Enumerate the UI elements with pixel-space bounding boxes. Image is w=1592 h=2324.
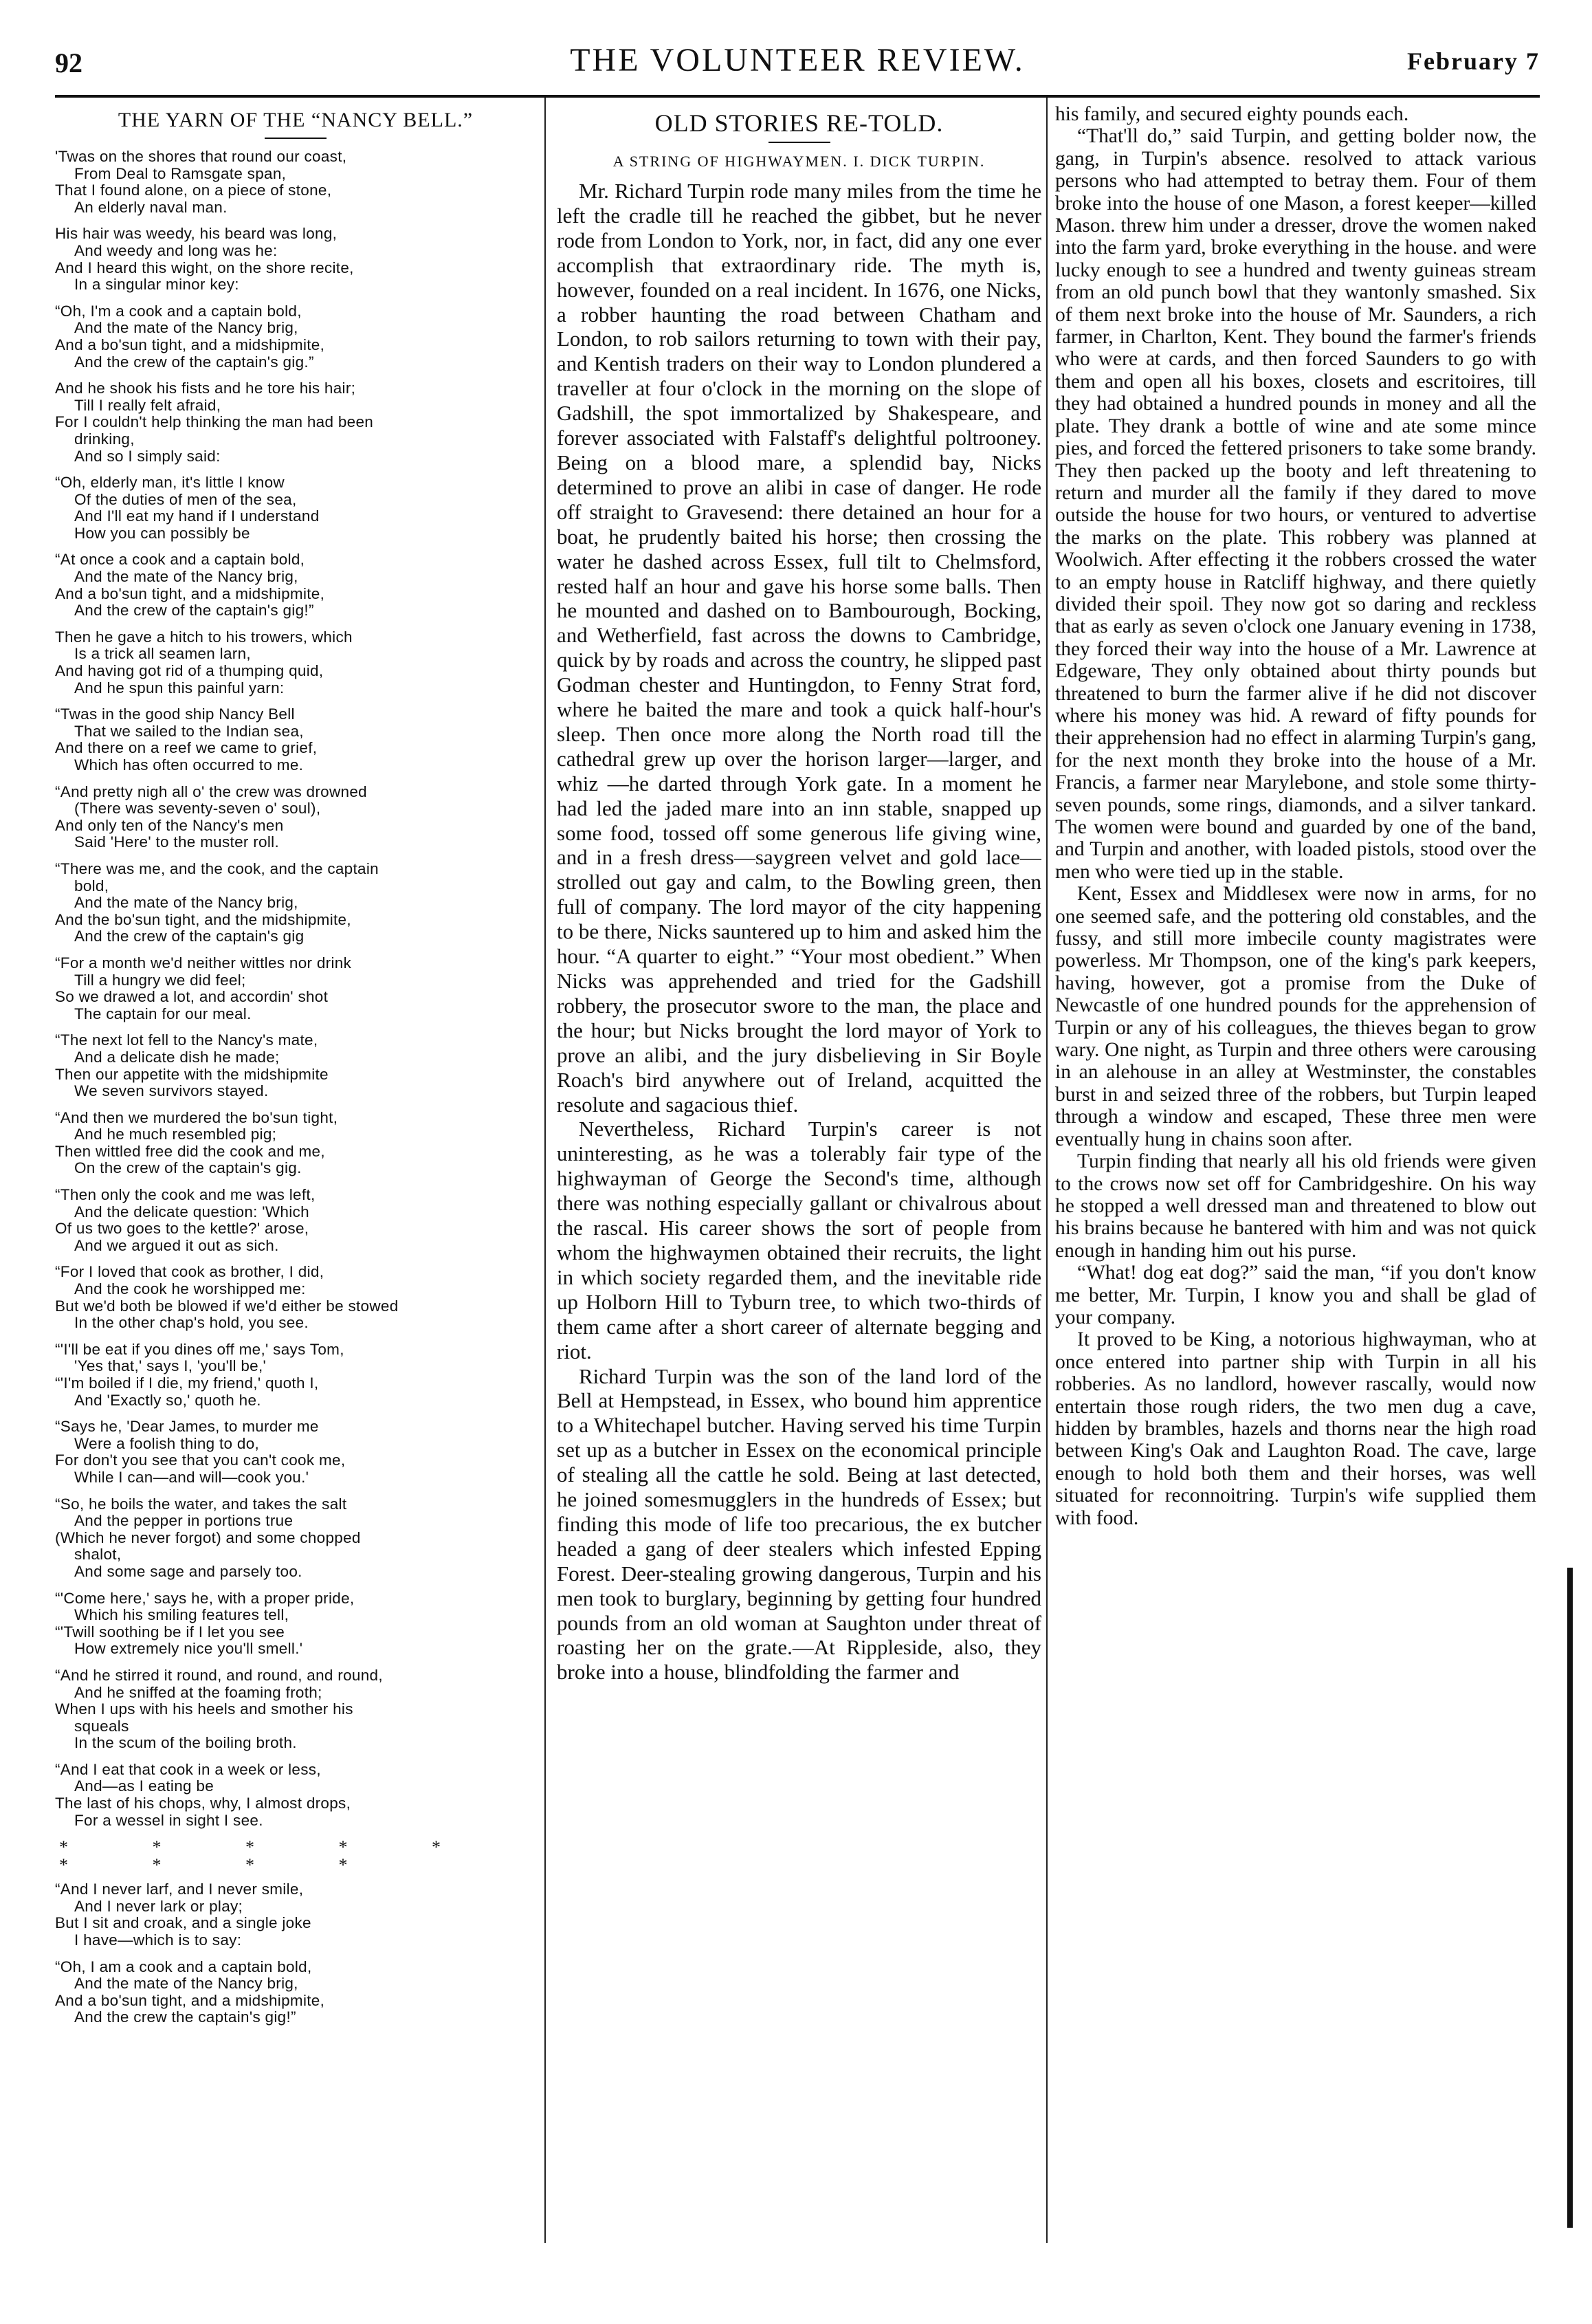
poem-line: And weedy and long was he: [74, 241, 278, 259]
poem-line: That we sailed to the Indian sea, [74, 722, 304, 740]
poem-line: Then wittled free did the cook and me, [55, 1142, 325, 1160]
poem-line: That I found alone, on a piece of stone, [55, 182, 332, 199]
poem-stanza [55, 1590, 536, 1658]
poem-stanza [55, 1264, 536, 1331]
poem-line: And he spun this painful yarn: [74, 679, 285, 697]
poem-line: “Twas in the good ship Nancy Bell [55, 705, 295, 723]
article-paragraph: “What! dog eat dog?” said the man, “if you don't know me better, Mr. Turpin, I know you and shall be glad of your company. [1055, 1262, 1536, 1328]
poem-line: “At once a cook and a captain bold, [55, 551, 305, 569]
poem-stanza [55, 784, 536, 851]
poem-line: shalot, [74, 1546, 122, 1564]
poem-line: drinking, [74, 430, 135, 448]
article-paragraph: Mr. Richard Turpin rode many miles from the time he left the cradle till he reached the gibbet, but he never rode from London to York, nor, in fact, did any one ever accomplish that extraordinary ride. The myth is, however, founded on a real incident. In 1676, one Nicks, a robber haunting the road between Chatham and London, to rob sailors returning to town with their pay, and Kentish traders on their way to London plundered a traveller at four o'clock in the morning on the slope of Gadshill, the spot immortalized by Shakespeare, and forever associated with Falstaff's delightful poltrooney. Being on a blood mare, a splendid bay, Nicks determined to prove an alibi in case of danger. He rode off straight to Gravesend: there detained an hour for a boat, he prudently baited his horse; then crossing the water he dashed across Essex, full tilt to Chelmsford, rested half an hour and gave his horse some balls. Then he mounted and dashed on to Bambourough, Bocking, and Wetherfield, fast across the downs to Cambridge, quick by by roads and across the country, he slipped past Godman chester and Huntingdon, to Fenny Strat ford, where he baited the mare and took a quick half-hour's sleep. Then once more along the North road till the cathedral grew up over the horison larger—larger, and whiz —he darted through York gate. In a moment he had led the jaded mare into an inn stable, snapped up some food, tossed off some generous life giving wine, and in a fresh dress—saygreen velvet and gold lace—strolled out gay and calm, to the Bowling green, then full of company. The lord mayor of the city happening to be there, Nicks sauntered up to him and asked him the hour. “A quarter to eight.” “Your most obedient.” When Nicks was apprehended and tried for the Gadshill robbery, the prosecutor swore to the man, the place and the hour; but Nicks brought the lord mayor of York to prove an alibi, and the jury disbelieving in Sir Boyle Roach's bird anywhere out of Ireland, acquitted the resolute and sagacious thief. [557, 179, 1041, 1117]
poem-line: (There was seventy-seven o' soul), [74, 800, 321, 818]
poem-line: “So, he boils the water, and takes the salt [55, 1495, 347, 1513]
poem-line: “Oh, elderly man, it's little I know [55, 474, 285, 492]
poem-line: “Says he, 'Dear James, to murder me [55, 1418, 319, 1436]
poem-line: And some sage and parsely too. [74, 1562, 302, 1580]
poem-column [55, 103, 536, 2036]
article-paragraph: “That'll do,” said Turpin, and getting bolder now, the gang, in Turpin's absence. resolved to attack various persons who had attempted to betray them. Four of them broke into the house of one Mason, a forest keeper—killed Mason. threw him under a dresser, drove the women naked into the farm yard, broke everything in the house. and were lucky enough to see a hundred and twenty guineas stream from an old punch bowl that they wantonly smashed. Six of them next broke into the house of Mr. Saunders, a rich farmer, in Charlton, Kent. They bound the farmer's friends who were at cards, and then forced Saunders to go with them and open all his boxes, closets and escritoires, till they had obtained a hundred pounds in money and all the plate. They drank a bottle of wine and ate some mince pies, and forced the fettered prisoners to take some brandy. They then packed up the booty and left threatening to return and murder all the family if they dared to move outside the house for two hours, or ventured to advertise the marks on the plate. This robbery was planned at Woolwich. After effecting it the robbers crossed the water to an empty house in Ratcliff highway, and there quietly divided their spoil. They now got so daring and reckless that as early as seven o'clock one January evening in 1738, they forced their way into the house of a Mr. Lawrence at Edgeware, They only obtained about thirty pounds but threatened to burn the farmer alive if he did not discover where his money was hid. A reward of fifty pounds for their apprehension had no effect in alarming Turpin's gang, for the next month they broke into the house of a Mr. Francis, a farmer near Marylebone, and stole some thirty-seven pounds, some rings, diamonds, and a silver tankard. The women were bound and guarded by one of the band, and Turpin and another, with loaded pistols, stood over the men who were tied up in the stable. [1055, 125, 1536, 883]
stanza-break-stars: * * * * * * * * * [59, 1837, 480, 1876]
poem-line: The captain for our meal. [74, 1005, 252, 1022]
poem-line: “And I never larf, and I never smile, [55, 1881, 304, 1898]
poem-line: We seven survivors stayed. [74, 1082, 269, 1100]
poem-line: “'I'll be eat if you dines off me,' says Tom, [55, 1340, 344, 1358]
poem-line: “For I loved that cook as brother, I did, [55, 1263, 324, 1281]
poem-line: For don't you see that you can't cook me, [55, 1451, 346, 1469]
poem-line: “'I'm boiled if I die, my friend,' quoth I, [55, 1374, 319, 1392]
article-paragraph: Nevertheless, Richard Turpin's career is not uninteresting, as he was a tolerably fair type of the highwayman of George the Second's time, although there was nothing especially gallant or chivalrous about the rascal. His career shows the sort of people from whom the highwaymen obtained their recruits, the light in which society regarded them, and the inevitable ride up Holborn Hill to Tyburn tree, to which two-thirds of them came after a short career of alternate begging and riot. [557, 1117, 1041, 1363]
header-rule [55, 95, 1540, 98]
poem-line: And the delicate question: 'Which [74, 1203, 309, 1220]
poem-line: And he shook his fists and he tore his hair; [55, 380, 356, 397]
article-column-1 [557, 103, 1041, 1685]
poem-line: “For a month we'd neither wittles nor drink [55, 954, 352, 972]
poem-stanza [55, 380, 536, 465]
poem-stanza [55, 706, 536, 774]
poem-line: And the crew the captain's gig!” [74, 2008, 296, 2026]
poem-stanza [55, 474, 536, 542]
margin-bar [1567, 1568, 1573, 2228]
article-paragraph: his family, and secured eighty pounds each. [1055, 103, 1409, 125]
article-subtitle: A STRING OF HIGHWAYMEN. I. DICK TURPIN. [612, 153, 986, 170]
poem-line: But we'd both be blowed if we'd either be stowed [55, 1297, 399, 1315]
poem-line: How you can possibly be [74, 524, 250, 542]
poem-line: And the mate of the Nancy brig, [74, 568, 298, 586]
poem-stanza [55, 1762, 536, 1829]
article-paragraph: Turpin finding that nearly all his old friends were given to the crows now set off for Cambridgeshire. On his way he stopped a well dressed man and threatened to blow out his brains because he bantered with him and was not quick enough in handing him out his purse. [1055, 1150, 1536, 1262]
poem-line: 'Twas on the shores that round our coast, [55, 148, 347, 165]
article-column-2 [1055, 103, 1536, 1529]
poem-line: From Deal to Ramsgate span, [74, 164, 287, 182]
poem-line: And the bo'sun tight, and the midshipmite, [55, 910, 351, 928]
poem-stanza [55, 1187, 536, 1254]
column-divider-2 [1046, 98, 1048, 2243]
poem-line: “And I eat that cook in a week or less, [55, 1760, 321, 1778]
poem-line: And 'Exactly so,' quoth he. [74, 1391, 261, 1409]
poem-line: 'Yes that,' says I, 'you'll be,' [74, 1357, 267, 1375]
poem-line: So we drawed a lot, and accordin' shot [55, 988, 329, 1006]
poem-line: Which has often occurred to me. [74, 756, 304, 774]
article-body-1 [557, 179, 1041, 1685]
poem-line: An elderly naval man. [74, 198, 228, 216]
poem-line: And he much resembled pig; [74, 1126, 277, 1143]
poem-line: Is a trick all seamen larn, [74, 645, 251, 663]
poem-stanza [55, 1959, 536, 2026]
poem-line: And the mate of the Nancy brig, [74, 1975, 298, 1993]
poem-line: Till a hungry we did feel; [74, 971, 246, 989]
issue-date: February 7 [1407, 47, 1540, 75]
poem-line: Which his smiling features tell, [74, 1606, 289, 1624]
poem-line: “Oh, I am a cook and a captain bold, [55, 1958, 312, 1975]
title-rule [769, 142, 830, 143]
poem-line: “Then only the cook and me was left, [55, 1186, 316, 1204]
poem-line: And we argued it out as sich. [74, 1236, 279, 1254]
poem-line: “And then we murdered the bo'sun tight, [55, 1108, 338, 1126]
poem-line: In the other chap's hold, you see. [74, 1314, 309, 1332]
page-number: 92 [55, 47, 82, 78]
article-paragraph: It proved to be King, a notorious highwayman, who at once entered into partner ship with Turpin in all his robberies. As no landlord, however rascally, would now entertain those rough riders, the two men dug a cave, hidden by brambles, hazels and thorns near the high road between King's Oak and Laughton Road. The cave, large enough to hold both them and their horses, was well situated for reconnoitring. Turpin's wife supplied them with food. [1055, 1328, 1536, 1529]
poem-line: And—as I eating be [74, 1777, 214, 1795]
poem-line: Of the duties of men of the sea, [74, 490, 297, 508]
poem-line: Were a foolish thing to do, [74, 1434, 260, 1452]
poem-stanza [55, 629, 536, 697]
poem-body [55, 149, 536, 1829]
page-header [55, 33, 1540, 88]
poem-line: While I can—and will—cook you.' [74, 1468, 309, 1486]
poem-line: And the mate of the Nancy brig, [74, 319, 298, 337]
poem-line: “Oh, I'm a cook and a captain bold, [55, 302, 302, 320]
poem-line: “The next lot fell to the Nancy's mate, [55, 1031, 318, 1049]
masthead-title: THE VOLUNTEER REVIEW. [570, 42, 1025, 78]
poem-stanza [55, 1341, 536, 1409]
poem-line: And the crew of the captain's gig!” [74, 602, 314, 620]
poem-line: When I ups with his heels and smother his [55, 1700, 353, 1718]
poem-line: And the crew of the captain's gig.” [74, 353, 314, 371]
poem-line: And I heard this wight, on the shore recite, [55, 259, 354, 276]
article-body-2 [1055, 103, 1536, 1529]
poem-stanza [55, 303, 536, 371]
poem-line: For a wessel in sight I see. [74, 1811, 263, 1829]
poem-line: And so I simply said: [74, 447, 221, 465]
poem-stanza [55, 1881, 536, 1949]
poem-line: “And pretty nigh all o' the crew was drowned [55, 782, 367, 800]
poem-line: And a delicate dish he made; [74, 1048, 280, 1066]
poem-line: Of us two goes to the kettle?' arose, [55, 1220, 309, 1238]
poem-line: And having got rid of a thumping quid, [55, 662, 324, 680]
poem-line: How extremely nice you'll smell.' [74, 1640, 303, 1658]
poem-line: In the scum of the boiling broth. [74, 1734, 297, 1752]
poem-stanza [55, 1496, 536, 1581]
poem-stanza [55, 955, 536, 1022]
poem-stanza [55, 226, 536, 293]
poem-title: THE YARN OF THE “NANCY BELL.” [118, 109, 474, 131]
poem-line: Then our appetite with the midshipmite [55, 1065, 329, 1083]
poem-line: And I never lark or play; [74, 1897, 243, 1915]
poem-line: And the crew of the captain's gig [74, 928, 305, 945]
poem-line: And a bo'sun tight, and a midshipmite, [55, 1991, 325, 2009]
poem-line: I have—which is to say: [74, 1931, 242, 1949]
article-paragraph: Kent, Essex and Middlesex were now in arms, for no one seemed safe, and the pottering old constables, and the fussy, and still more imbecile county magistrates were powerless. Mr Thompson, one of the king's park keepers, having, however, got a promise from the Duke of Newcastle of one hundred pounds for the apprehension of Turpin or any of his colleagues, the thieves began to grow wary. One night, as Turpin and three others were carousing in an alehouse in an alley at Westminster, the constables burst in and seized three of the robbers, but Turpin leaped through a window and escaped, These three men were eventually hung in chains soon after. [1055, 883, 1536, 1150]
poem-stanza [55, 149, 536, 216]
poem-stanza [55, 1667, 536, 1752]
poem-line: For I couldn't help thinking the man had been [55, 413, 374, 431]
poem-line: On the crew of the captain's gig. [74, 1159, 302, 1177]
poem-line: “There was me, and the cook, and the captain [55, 859, 379, 877]
poem-line: And the mate of the Nancy brig, [74, 894, 298, 912]
poem-line: In a singular minor key: [74, 276, 239, 294]
poem-line: And a bo'sun tight, and a midshipmite, [55, 584, 325, 602]
poem-line: And only ten of the Nancy's men [55, 816, 284, 834]
poem-line: Till I really felt afraid, [74, 396, 221, 414]
poem-line: And there on a reef we came to grief, [55, 739, 318, 757]
poem-line: (Which he never forgot) and some chopped [55, 1528, 361, 1546]
poem-stanza [55, 551, 536, 619]
poem-stanza [55, 861, 536, 945]
poem-line: bold, [74, 877, 109, 895]
poem-line: And the pepper in portions true [74, 1512, 294, 1530]
poem-line: squeals [74, 1717, 129, 1735]
poem-stanza [55, 1418, 536, 1486]
article-paragraph: Richard Turpin was the son of the land lord of the Bell at Hempstead, in Essex, who bound him apprentice to a Whitechapel butcher. Having served his time Turpin set up as a butcher in Essex on the economical principle of stealing all the cattle he sold. Being at last detected, he joined somesmugglers in the hundreds of Essex; but finding this mode of life too precarious, the ex butcher headed a gang of deer stealers which infested Epping Forest. Deer-stealing growing dangerous, Turpin and his men took to burglary, beginning by getting four hundred pounds from an old woman at Saughton under threat of roasting her on the grate.—At Rippleside, also, they broke into a house, blindfolding the farmer and [557, 1363, 1041, 1685]
poem-line: “'Twill soothing be if I let you see [55, 1623, 285, 1641]
poem-stanza [55, 1110, 536, 1177]
title-rule [265, 138, 327, 139]
poem-line: And I'll eat my hand if I understand [74, 507, 320, 525]
poem-stanza [55, 1032, 536, 1099]
poem-line: And he sniffed at the foaming froth; [74, 1683, 322, 1701]
poem-line: Then he gave a hitch to his trowers, which [55, 628, 353, 646]
column-divider-1 [544, 98, 546, 2243]
article-title: OLD STORIES RE-TOLD. [654, 109, 944, 137]
poem-body-end [55, 1881, 536, 2026]
poem-line: But I sit and croak, and a single joke [55, 1914, 311, 1932]
poem-line: “'Come here,' says he, with a proper pride, [55, 1589, 355, 1607]
poem-line: Said 'Here' to the muster roll. [74, 833, 280, 851]
poem-line: The last of his chops, why, I almost drops, [55, 1795, 351, 1812]
poem-line: His hair was weedy, his beard was long, [55, 225, 338, 243]
poem-line: “And he stirred it round, and round, and round, [55, 1666, 383, 1684]
poem-line: And the cook he worshipped me: [74, 1280, 306, 1298]
poem-line: And a bo'sun tight, and a midshipmite, [55, 336, 325, 353]
